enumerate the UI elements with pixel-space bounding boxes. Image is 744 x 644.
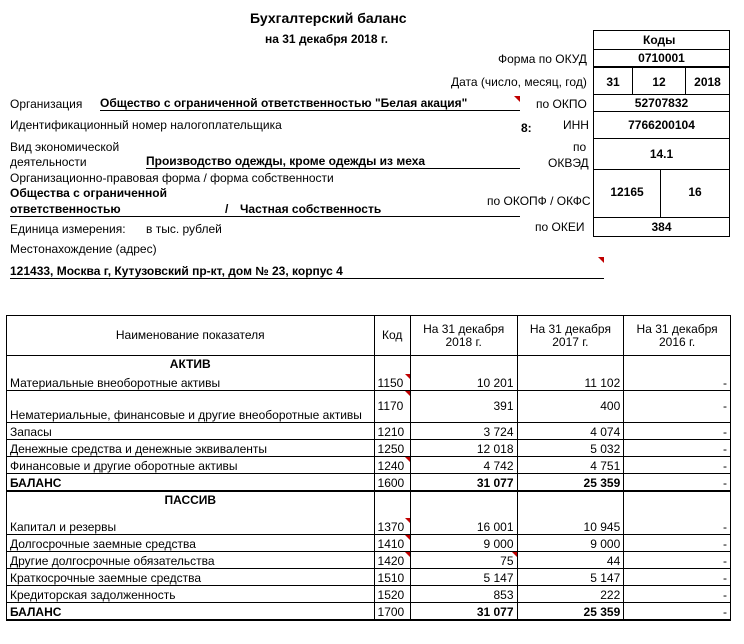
row-name: Краткосрочные заемные средства [7,569,375,586]
row-code: 1170 [374,391,410,423]
row-2016: - [624,457,731,474]
row-code: 1600 [374,474,410,491]
okud-label: Форма по ОКУД [498,52,587,66]
row-code: 1370 [374,518,410,535]
row-2017: 5 032 [517,440,624,457]
row-code: 1520 [374,586,410,603]
activity-value: Производство одежды, кроме одежды из меха [146,154,520,169]
col-header-2016: На 31 декабря 2016 г. [624,316,731,356]
col-header-2017: На 31 декабря 2017 г. [517,316,624,356]
row-code: 1240 [374,457,410,474]
legal-form-value-2: ответственностью [10,202,121,216]
legal-form-value-1: Общества с ограниченной [10,186,167,200]
row-code: 1420 [374,552,410,569]
date-month: 12 [632,67,686,95]
okved-label-2: ОКВЭД [548,156,589,170]
row-2016: - [624,569,731,586]
row-2017: 222 [517,586,624,603]
row-name: Денежные средства и денежные эквиваленты [7,440,375,457]
row-code: 1150 [374,374,410,391]
okei-label: по ОКЕИ [535,220,585,234]
table-header-row [7,316,731,356]
row-2017: 11 102 [517,374,624,391]
document-title: Бухгалтерский баланс [250,10,407,26]
row-2016: - [624,474,731,491]
table-row [7,457,731,474]
table-row [7,518,731,535]
asset-section-heading: АКТИВ [7,356,375,374]
row-2017: 44 [517,552,624,569]
row-2016: - [624,552,731,569]
row-2017: 25 359 [517,603,624,620]
row-2017: 10 945 [517,518,624,535]
row-name: Капитал и резервы [7,518,375,535]
unit-value: в тыс. рублей [146,222,222,236]
activity-label-1: Вид экономической [10,140,120,154]
liab-total-row [7,603,731,620]
row-2017: 5 147 [517,569,624,586]
asset-total-row [7,474,731,491]
row-name: Кредиторская задолженность [7,586,375,603]
org-value: Общество с ограниченной ответственностью "Белая акация" [100,96,520,111]
okud-value: 0710001 [593,49,730,67]
date-year: 2018 [685,67,730,95]
row-name: БАЛАНС [7,603,375,620]
row-2017: 400 [517,391,624,423]
okfs-value: 16 [660,169,730,218]
balance-table [6,315,731,621]
col-header-2018: На 31 декабря 2018 г. [410,316,517,356]
row-2018: 4 742 [410,457,517,474]
row-2018: 75 [410,552,517,569]
row-2017: 25 359 [517,474,624,491]
col-header-code: Код [374,316,410,356]
inn-label: ИНН [563,118,589,132]
row-name: Долгосрочные заемные средства [7,535,375,552]
okpo-value: 52707832 [593,94,730,112]
row-name: Материальные внеоборотные активы [7,374,375,391]
okopf-value: 12165 [593,169,661,218]
row-name: Другие долгосрочные обязательства [7,552,375,569]
date-day: 31 [593,67,633,95]
row-2016: - [624,391,731,423]
table-row [7,391,731,423]
row-2016: - [624,603,731,620]
address-value: 121433, Москва г, Кутузовский пр-кт, дом № 23, корпус 4 [10,264,604,279]
liab-section-heading: ПАССИВ [7,491,375,509]
okved-label-1: по [573,140,587,154]
table-row [7,552,731,569]
row-2016: - [624,423,731,440]
row-code: 1700 [374,603,410,620]
address-label: Местонахождение (адрес) [10,242,157,256]
row-name: Нематериальные, финансовые и другие внеоборотные активы [7,391,375,423]
row-2018: 10 201 [410,374,517,391]
row-code: 1250 [374,440,410,457]
row-2018: 9 000 [410,535,517,552]
row-2018: 12 018 [410,440,517,457]
row-2017: 4 074 [517,423,624,440]
codes-heading: Коды [643,33,676,47]
okpo-label: по ОКПО [536,97,587,111]
unit-label: Единица измерения: [10,222,126,236]
date-label: Дата (число, месяц, год) [451,75,587,89]
row-code: 1210 [374,423,410,440]
report-date: на 31 декабря 2018 г. [265,32,388,46]
org-label: Организация [10,97,83,111]
row-2018: 391 [410,391,517,423]
table-row [7,535,731,552]
row-2017: 9 000 [517,535,624,552]
okei-value: 384 [593,217,730,237]
org-marker-icon [514,96,520,102]
row-2018: 5 147 [410,569,517,586]
inn-value: 7766200104 [593,111,730,139]
row-2016: - [624,440,731,457]
row-2016: - [624,535,731,552]
row-2018: 3 724 [410,423,517,440]
activity-label-2: деятельности [10,155,87,169]
table-row [7,569,731,586]
row-2017: 4 751 [517,457,624,474]
row-name: Финансовые и другие оборотные активы [7,457,375,474]
row-name: Запасы [7,423,375,440]
row-name: БАЛАНС [7,474,375,491]
row-2018: 31 077 [410,474,517,491]
row-code: 1410 [374,535,410,552]
row-2016: - [624,518,731,535]
legal-form-label: Организационно-правовая форма / форма собственности [10,171,334,185]
table-row [7,423,731,440]
row-2018: 16 001 [410,518,517,535]
row-2018: 31 077 [410,603,517,620]
row-code: 1510 [374,569,410,586]
form-slash: / [225,202,229,216]
okved-value: 14.1 [593,138,730,170]
table-row [7,440,731,457]
inn-full-label: Идентификационный номер налогоплательщика [10,118,282,132]
ownership-value: Частная собственность [240,202,382,216]
row-2016: - [624,374,731,391]
table-row [7,586,731,603]
inn-mark: 8: [521,121,532,135]
table-row [7,374,731,391]
okopf-label: по ОКОПФ / ОКФС [487,194,591,208]
col-header-name: Наименование показателя [7,316,375,356]
row-2018: 853 [410,586,517,603]
address-marker-icon [598,257,604,263]
row-2016: - [624,586,731,603]
